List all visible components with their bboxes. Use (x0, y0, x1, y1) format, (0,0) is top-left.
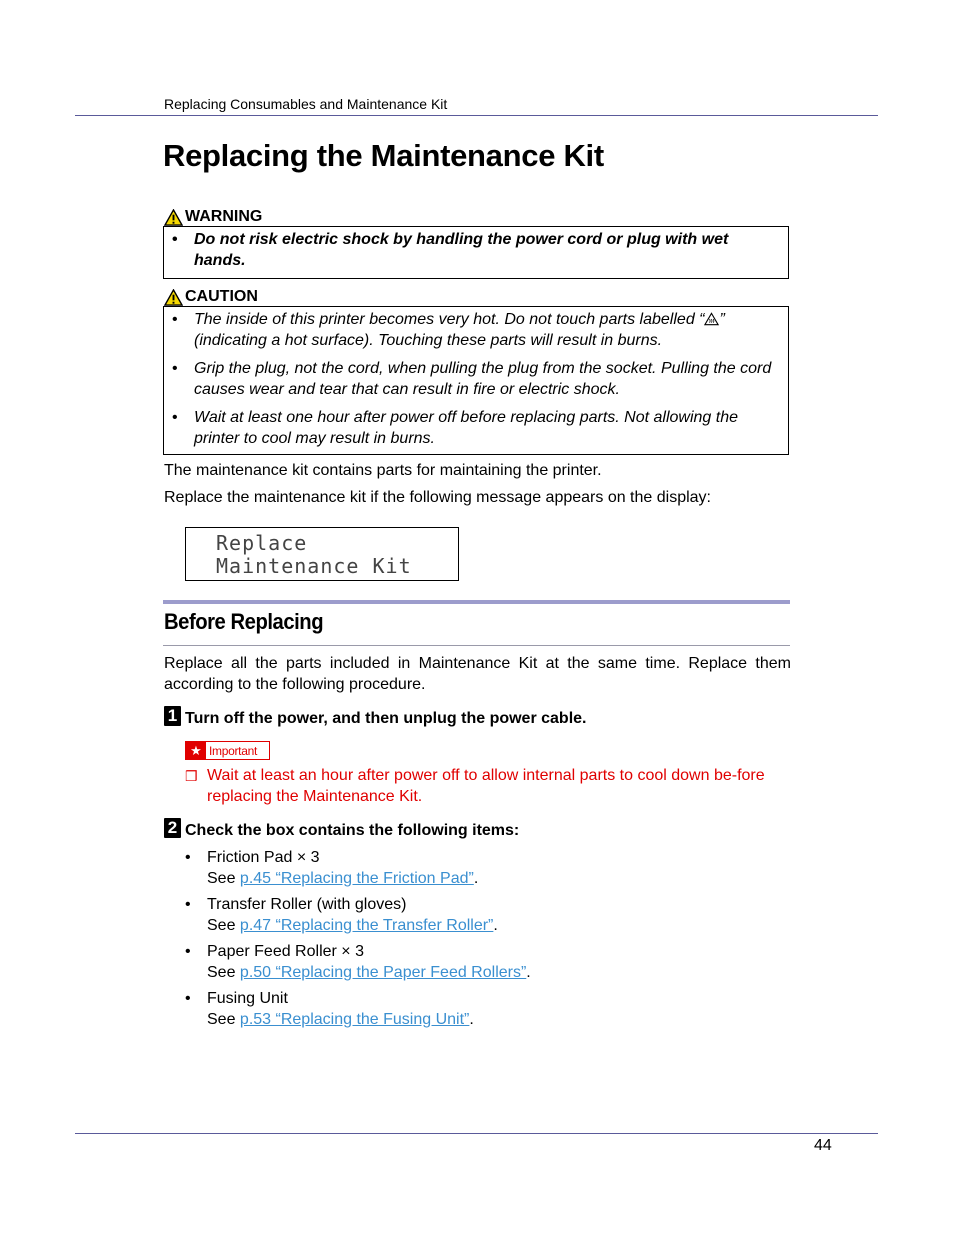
display-line-2: Maintenance Kit (216, 554, 412, 578)
display-bottom-border (185, 580, 459, 581)
step-number-2: 2 (164, 818, 181, 838)
caution-label (164, 288, 258, 306)
important-note: ❒ Wait at least an hour after power off to allow internal parts to cool down be-fore replacing the Maintenance Kit. (185, 767, 765, 805)
bullet: • (185, 990, 191, 1007)
caution-item: • Grip the plug, not the cord, when pulling the plug from the socket. Pulling the cord causes wear and tear that can result in fire or electric shock. (172, 360, 772, 398)
bullet: • (172, 409, 178, 426)
bullet: • (185, 849, 191, 866)
lcd-display (185, 527, 459, 581)
section-rule (163, 645, 790, 646)
step-2-text: Check the box contains the following items: (185, 822, 520, 839)
link-fusing-unit[interactable]: p.53 “Replacing the Fusing Unit” (239, 1010, 470, 1028)
footer-rule (75, 1133, 878, 1134)
warning-box (163, 226, 789, 279)
page-number: 44 (814, 1137, 832, 1154)
step-1-text: Turn off the power, and then unplug the power cable. (185, 710, 587, 727)
warning-triangle-icon (164, 209, 183, 226)
list-item: • Friction Pad × 3 See p.45 “Replacing the Friction Pad”. (185, 849, 479, 887)
caution-box (163, 306, 789, 455)
intro-paragraph-1: The maintenance kit contains parts for maintaining the printer. (164, 462, 602, 479)
running-header: Replacing Consumables and Maintenance Kit (164, 96, 448, 112)
intro-paragraph-2: Replace the maintenance kit if the following message appears on the display: (164, 489, 711, 506)
warning-item: • Do not risk electric shock by handling the power cord or plug with wet hands. (172, 231, 729, 269)
link-paper-feed-rollers[interactable]: p.50 “Replacing the Paper Feed Rollers” (239, 963, 527, 981)
bullet: • (172, 311, 178, 328)
step-number-1: 1 (164, 706, 181, 726)
warning-label (164, 208, 262, 226)
section-title: Before Replacing (164, 609, 324, 634)
link-transfer-roller[interactable]: p.47 “Replacing the Transfer Roller” (239, 916, 494, 934)
page-title: Replacing the Maintenance Kit (163, 138, 604, 173)
bullet: • (185, 896, 191, 913)
items-list (185, 848, 785, 1036)
header-rule (75, 115, 878, 116)
caution-item: • The inside of this printer becomes very hot. Do not touch parts labelled “ ” (indicating a hot surface). Touching these parts will result in burns. (172, 311, 725, 349)
important-badge (185, 741, 270, 760)
display-line-1: Replace (216, 531, 308, 555)
bullet: • (185, 943, 191, 960)
section-body: Replace all the parts included in Maintenance Kit at the same time. Replace them according to the following procedure. (164, 655, 791, 693)
link-friction-pad[interactable]: p.45 “Replacing the Friction Pad” (239, 869, 474, 887)
caution-triangle-icon (164, 289, 183, 306)
hot-surface-icon (704, 312, 719, 326)
warning-label-text: WARNING (185, 208, 263, 225)
list-item: • Fusing Unit See p.53 “Replacing the Fusing Unit”. (185, 990, 474, 1028)
caution-item: • Wait at least one hour after power off before replacing parts. Not allowing the printer to cool may result in burns. (172, 409, 739, 447)
star-icon: ★ (186, 742, 206, 759)
section-bar (163, 600, 790, 604)
important-label: Important (209, 743, 257, 758)
bullet: • (172, 360, 178, 377)
caution-label-text: CAUTION (185, 288, 258, 305)
bullet: • (172, 231, 178, 248)
list-item: • Paper Feed Roller × 3 See p.50 “Replacing the Paper Feed Rollers”. (185, 943, 531, 981)
list-item: • Transfer Roller (with gloves) See p.47 “Replacing the Transfer Roller”. (185, 896, 498, 934)
checkbox-bullet-icon: ❒ (185, 768, 198, 784)
